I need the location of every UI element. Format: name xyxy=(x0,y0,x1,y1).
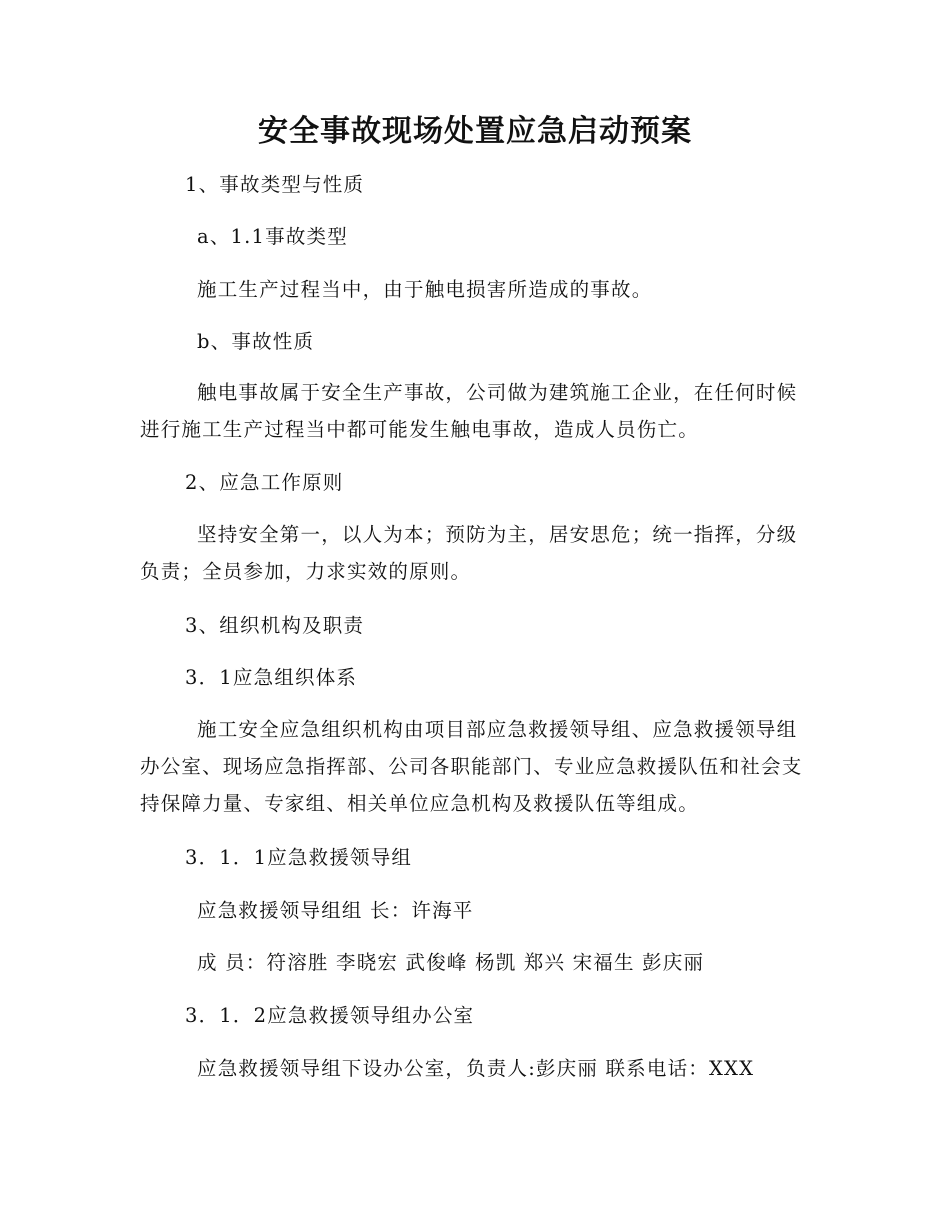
section-3-1-1-heading: 3．1．1应急救援领导组 xyxy=(185,846,413,869)
document-title: 安全事故现场处置应急启动预案 xyxy=(258,114,692,149)
section-1a-text: 施工生产过程当中，由于触电损害所造成的事故。 xyxy=(197,278,653,301)
office-line: 应急救援领导组下设办公室，负责人:彭庆丽 联系电话：XXX xyxy=(197,1057,755,1080)
section-1a-heading: a、1.1事故类型 xyxy=(197,225,348,248)
section-3-1-2-heading: 3．1．2应急救援领导组办公室 xyxy=(185,1004,475,1027)
section-3-heading: 3、组织机构及职责 xyxy=(185,614,365,637)
members-line: 成 员：符溶胜 李晓宏 武俊峰 杨凯 郑兴 宋福生 彭庆丽 xyxy=(197,951,705,974)
section-1b-paragraph: 触电事故属于安全生产事故，公司做为建筑施工企业，在任何时候进行施工生产过程当中都可能发生触电事故，造成人员伤亡。 xyxy=(140,381,798,441)
section-1-heading: 1、事故类型与性质 xyxy=(185,173,365,196)
section-1b-heading: b、事故性质 xyxy=(197,330,315,353)
section-2-heading: 2、应急工作原则 xyxy=(185,471,344,494)
section-2-paragraph: 坚持安全第一，以人为本；预防为主，居安思危；统一指挥，分级负责；全员参加，力求实效的原则。 xyxy=(140,523,798,583)
section-3-1-heading: 3．1应急组织体系 xyxy=(185,666,358,689)
section-3-1-paragraph: 施工安全应急组织机构由项目部应急救援领导组、应急救援领导组办公室、现场应急指挥部、公司各职能部门、专业应急救援队伍和社会支持保障力量、专家组、相关单位应急机构及救援队伍等组成。 xyxy=(140,718,803,815)
leader-line: 应急救援领导组组 长：许海平 xyxy=(197,899,474,922)
